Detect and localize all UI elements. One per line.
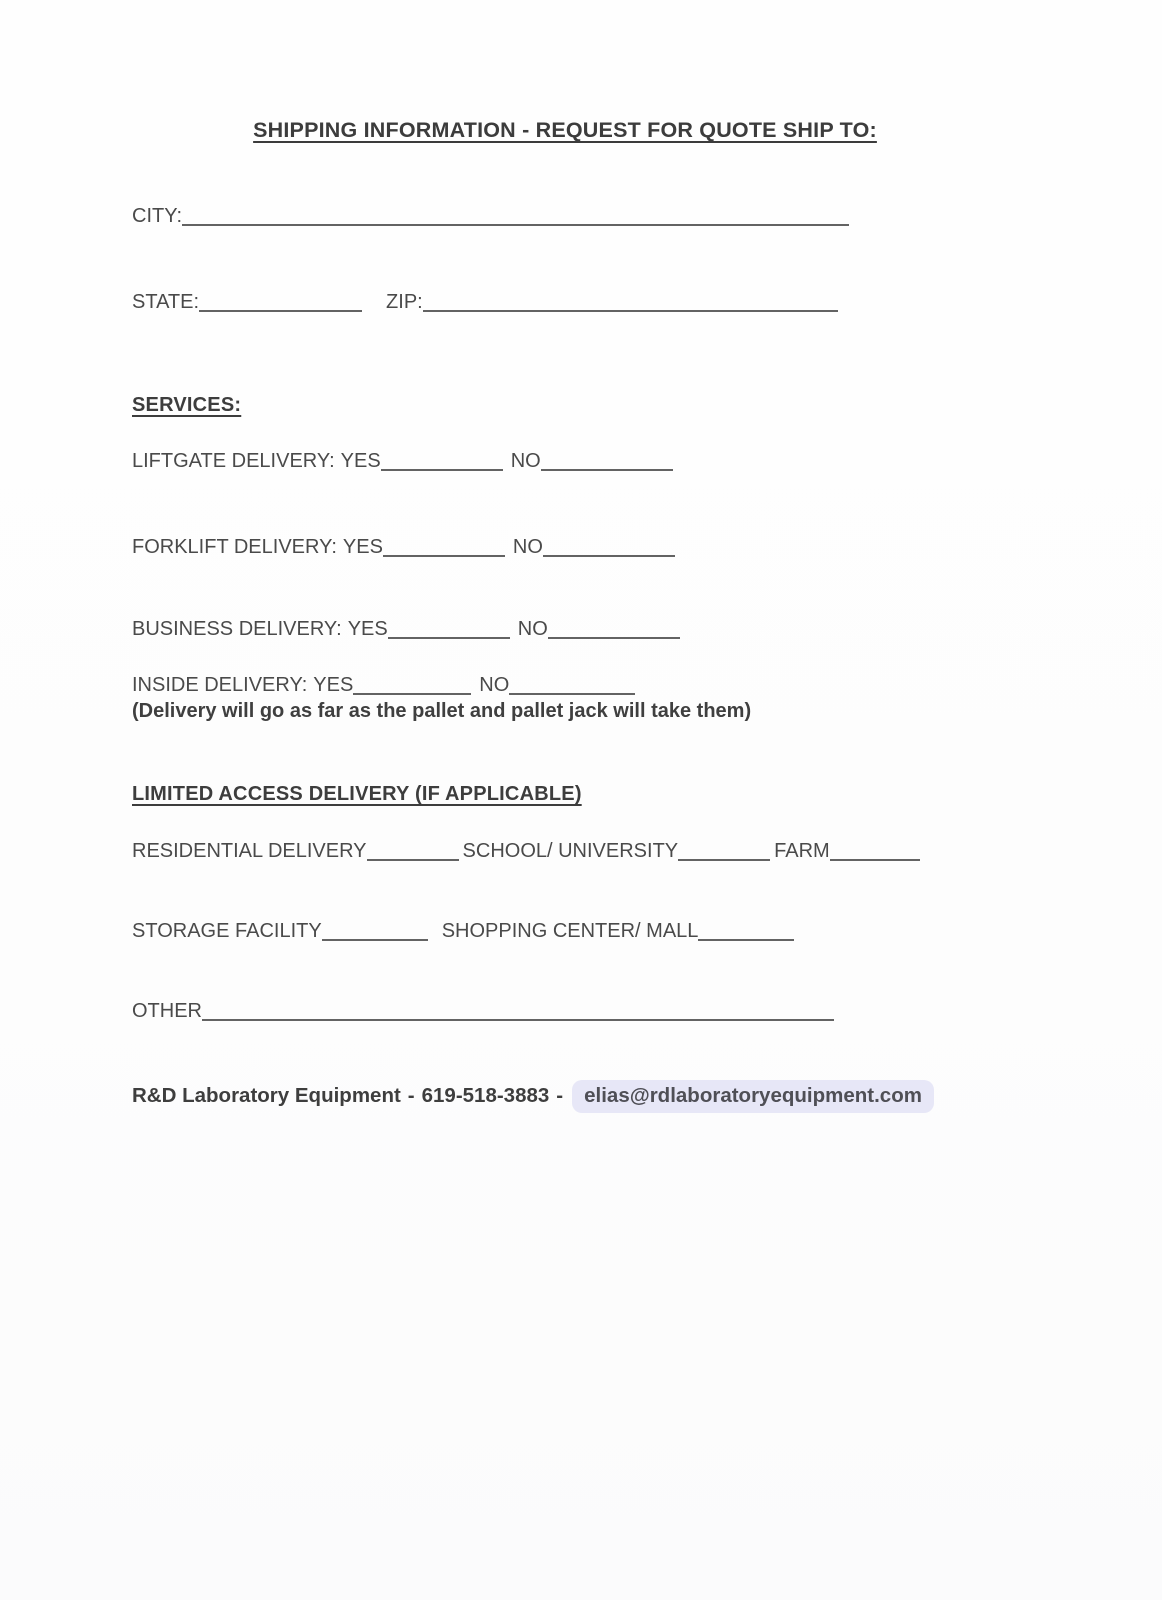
limited-access-row-1 [132,840,920,863]
zip-label: ZIP: [386,291,423,313]
city-field-row [132,205,849,228]
school-university-label: SCHOOL/ UNIVERSITY [462,840,679,862]
forklift-delivery-row [132,536,675,559]
farm-label: FARM [774,840,830,862]
company-name: R&D Laboratory Equipment [132,1084,401,1107]
state-blank-line [199,306,362,312]
inside-delivery-note: (Delivery will go as far as the pallet and pallet jack will take them) [132,700,752,722]
liftgate-yes-blank-line [381,465,503,471]
forklift-delivery-label: FORKLIFT DELIVERY: [132,536,337,558]
residential-delivery-label: RESIDENTIAL DELIVERY [132,840,367,862]
liftgate-yes-label: YES [340,450,381,472]
form-title: SHIPPING INFORMATION - REQUEST FOR QUOTE SHIP TO: [253,118,877,142]
business-no-blank-line [548,633,680,639]
business-delivery-label: BUSINESS DELIVERY: [132,618,342,640]
zip-blank-line [423,306,838,312]
liftgate-delivery-row [132,450,673,473]
business-delivery-row [132,618,680,641]
footer-separator-1: - [407,1084,415,1107]
forklift-no-blank-line [543,551,675,557]
storage-facility-label: STORAGE FACILITY [132,920,322,942]
liftgate-delivery-label: LIFTGATE DELIVERY: [132,450,335,472]
city-blank-line [182,220,849,226]
state-label: STATE: [132,291,200,313]
business-yes-blank-line [388,633,510,639]
email-address: elias@rdlaboratoryequipment.com [572,1080,934,1113]
storage-facility-blank-line [322,935,428,941]
inside-yes-blank-line [353,689,471,695]
other-label: OTHER [132,1000,202,1022]
forklift-no-label: NO [512,536,543,558]
liftgate-no-blank-line [541,465,673,471]
shopping-center-mall-blank-line [698,935,794,941]
inside-delivery-row [132,674,635,697]
liftgate-no-label: NO [510,450,541,472]
other-blank-line [202,1015,834,1021]
services-heading: SERVICES: [132,394,242,416]
inside-yes-label: YES [313,674,354,696]
limited-access-row-2 [132,920,794,943]
other-field-row [132,1000,834,1023]
farm-blank-line [830,855,920,861]
residential-blank-line [367,855,459,861]
inside-no-label: NO [479,674,510,696]
phone-number: 619-518-3883 [421,1084,550,1107]
city-label: CITY: [132,205,183,227]
shopping-center-mall-label: SHOPPING CENTER/ MALL [441,920,699,942]
forklift-yes-blank-line [383,551,505,557]
inside-delivery-label: INSIDE DELIVERY: [132,674,308,696]
state-zip-field-row [132,291,838,314]
limited-access-heading: LIMITED ACCESS DELIVERY (IF APPLICABLE) [132,783,582,805]
footer-contact-line [132,1080,934,1113]
business-no-label: NO [517,618,548,640]
forklift-yes-label: YES [342,536,383,558]
school-university-blank-line [678,855,770,861]
inside-no-blank-line [509,689,635,695]
footer-separator-2: - [556,1084,564,1107]
business-yes-label: YES [347,618,388,640]
